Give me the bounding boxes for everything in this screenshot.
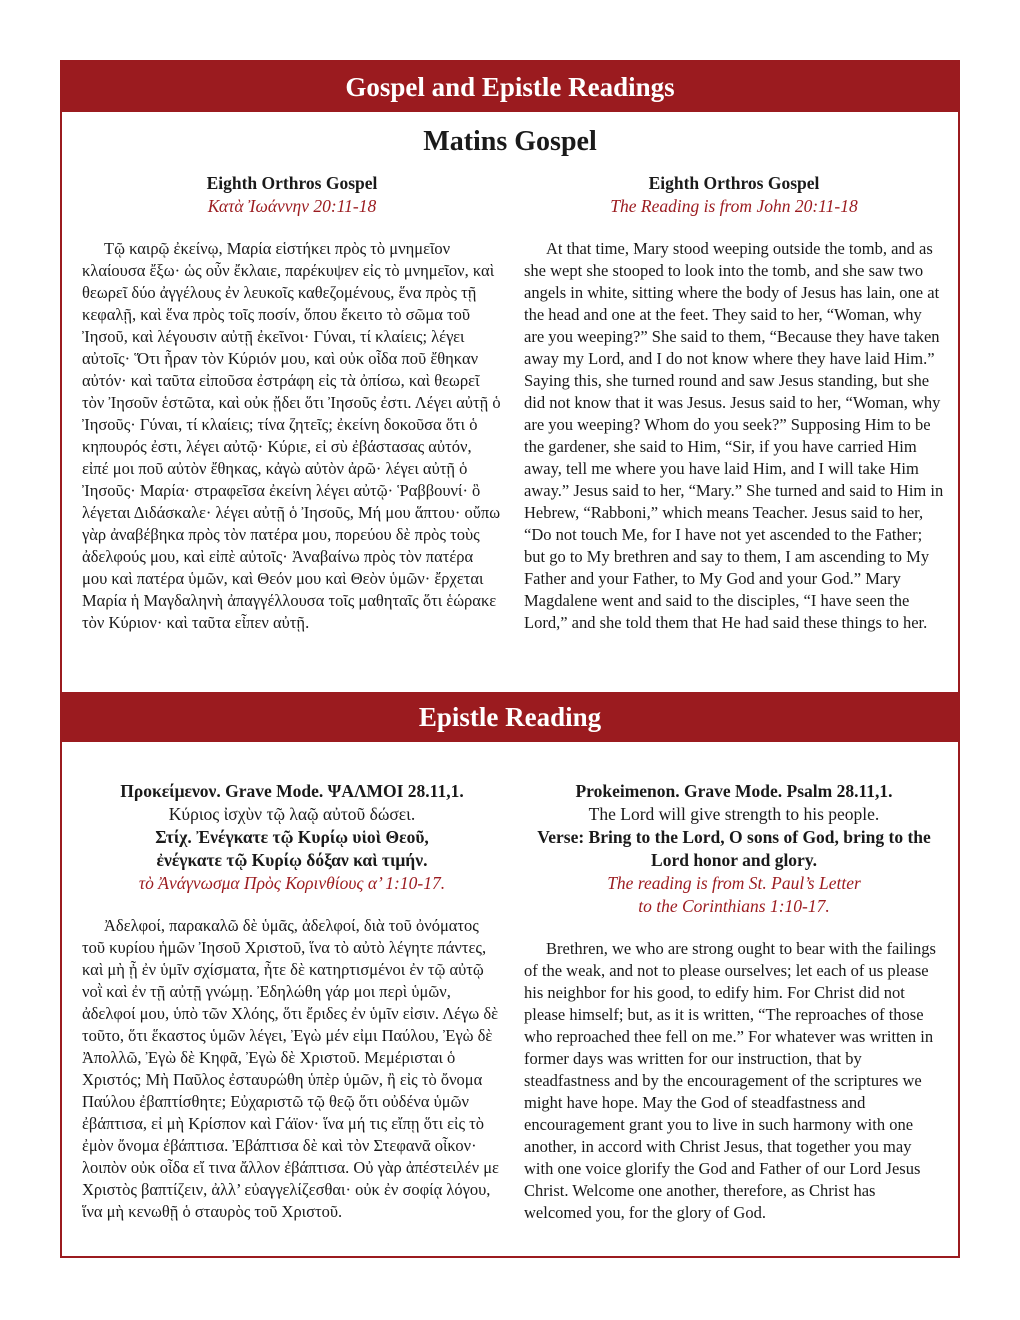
gospel-greek-title: Eighth Orthros Gospel <box>206 173 378 193</box>
epistle-greek-verse-2: ἐνέγκατε τῷ Κυρίῳ δόξαν καὶ τιμήν. <box>156 850 428 870</box>
gospel-greek-reference: Κατὰ Ἰωάννην 20:11-18 <box>207 196 377 216</box>
epistle-reading-header: Epistle Reading <box>62 692 958 742</box>
epistle-greek-column <box>82 780 502 1223</box>
gospel-english-title: Eighth Orthros Gospel <box>648 173 820 193</box>
epistle-greek-reference: τὸ Ἀνάγνωσμα Πρὸς Κορινθίους α’ 1:10-17. <box>138 873 446 893</box>
epistle-english-reference-2: to the Corinthians 1:10-17. <box>638 896 830 916</box>
epistle-english-column <box>524 780 944 1224</box>
epistle-english-line: The Lord will give strength to his people. <box>588 804 880 824</box>
matins-gospel-title: Matins Gospel <box>423 126 597 157</box>
gospel-english-text: At that time, Mary stood weeping outside the tomb, and as she wept she stooped to look into the tomb, and she saw two angels in white, sitting where the body of Jesus has lain, one at the head and one at the feet. They said to her, “Woman, why are you weeping?” She said to them, “Because they have taken away my Lord, and I do not know where they have laid Him.” Saying this, she turned round and saw Jesus standing, but she did not know that it was Jesus. Jesus said to her, “Woman, why are you weeping? Whom do you seek?” Supposing Him to be the gardener, she said to Him, “Sir, if you have carried Him away, tell me where you have laid Him, and I will take Him away.” Jesus said to her, “Mary.” She turned and said to Him in Hebrew, “Rabboni,” which means Teacher. Jesus said to her, “Do not touch Me, for I have not yet ascended to the Father; but go to My brethren and say to them, I am ascending to My Father and your Father, to My God and your God.” Mary Magdalene went and said to the disciples, “I have seen the Lord,” and she told them that He had said these things to her. <box>524 239 944 632</box>
gospel-english-reference: The Reading is from John 20:11-18 <box>610 196 858 216</box>
epistle-greek-verse-1: Στίχ. Ἐνέγκατε τῷ Κυρίῳ υἱοὶ Θεοῦ, <box>155 827 429 847</box>
epistle-english-verse: Verse: Bring to the Lord, O sons of God, bring to the Lord honor and glory. <box>537 827 931 870</box>
epistle-greek-line: Κύριος ἰσχὺν τῷ λαῷ αὐτοῦ δώσει. <box>168 804 416 824</box>
epistle-english-prokeimenon: Prokeimenon. Grave Mode. Psalm 28.11,1. <box>575 781 893 801</box>
epistle-english-reference-1: The reading is from St. Paul’s Letter <box>607 873 861 893</box>
gospel-greek-text: Τῷ καιρῷ ἐκείνῳ, Μαρία εἱστήκει πρὸς τὸ μνημεῖον κλαίουσα ἔξω· ὡς οὖν ἔκλαιε, παρέκυψεν εἰς τὸ μνημεῖον, καὶ θεωρεῖ δύο ἀγγέλους ἐν λευκοῖς καθεζομένους, ἕνα πρὸς τῇ κεφαλῇ, καὶ ἕνα πρὸς τοῖς ποσίν, ὅπου ἔκειτο τὸ σῶμα τοῦ Ἰησοῦ, καὶ λέγουσιν αὐτῇ ἐκεῖνοι· Γύναι, τί κλαίεις; λέγει αὐτοῖς· Ὅτι ἦραν τὸν Κύριόν μου, καὶ οὐκ οἶδα ποῦ ἔθηκαν αὐτόν· καὶ ταῦτα εἰποῦσα ἐστράφη εἰς τὰ ὀπίσω, καὶ θεωρεῖ τὸν Ἰησοῦν ἑστῶτα, καὶ οὐκ ᾔδει ὅτι Ἰησοῦς ἐστι. Λέγει αὐτῇ ὁ Ἰησοῦς· Γύναι, τί κλαίεις; τίνα ζητεῖς; ἐκείνη δοκοῦσα ὅτι ὁ κηπουρός ἐστι, λέγει αὐτῷ· Κύριε, εἰ σὺ ἐβάστασας αὐτόν, εἰπέ μοι ποῦ αὐτὸν ἔθηκας, κἀγὼ αὐτὸν ἀρῶ· λέγει αὐτῇ ὁ Ἰησοῦς· Μαρία· στραφεῖσα ἐκείνη λέγει αὐτῷ· Ῥαββουνί· ὃ λέγεται Διδάσκαλε· λέγει αὐτῇ ὁ Ἰησοῦς, Μή μου ἅπτου· οὔπω γὰρ ἀναβέβηκα πρὸς τὸν πατέρα μου, πορεύου δὲ πρὸς τοὺς ἀδελφούς μου, καὶ εἰπὲ αὐτοῖς· Ἀναβαίνω πρὸς τὸν πατέρα μου καὶ πατέρα ὑμῶν, καὶ Θεόν μου καὶ Θεὸν ὑμῶν· ἔρχεται Μαρία ἡ Μαγδαληνὴ ἀπαγγέλλουσα τοῖς μαθηταῖς ὅτι ἑώρακε τὸν Κύριον· καὶ ταῦτα εἶπεν αὐτῇ. <box>82 239 501 632</box>
gospel-greek-column <box>82 172 502 634</box>
readings-frame <box>60 60 960 1258</box>
epistle-greek-text: Ἀδελφοί, παρακαλῶ δὲ ὑμᾶς, ἀδελφοί, διὰ τοῦ ὀνόματος τοῦ κυρίου ἡμῶν Ἰησοῦ Χριστοῦ, ἵνα τὸ αὐτὸ λέγητε πάντες, καὶ μὴ ᾖ ἐν ὑμῖν σχίσματα, ἦτε δὲ κατηρτισμένοι ἐν τῷ αὐτῷ νοῒ καὶ ἐν τῇ αὐτῇ γνώμῃ. Ἐδηλώθη γάρ μοι περὶ ὑμῶν, ἀδελφοί μου, ὑπὸ τῶν Χλόης, ὅτι ἔριδες ἐν ὑμῖν εἰσιν. Λέγω δὲ τοῦτο, ὅτι ἕκαστος ὑμῶν λέγει, Ἐγὼ μέν εἰμι Παύλου, Ἐγὼ δὲ Ἀπολλῶ, Ἐγὼ δὲ Κηφᾶ, Ἐγὼ δὲ Χριστοῦ. Μεμέρισται ὁ Χριστός; Μὴ Παῦλος ἐσταυρώθη ὑπὲρ ὑμῶν, ἢ εἰς τὸ ὄνομα Παύλου ἐβαπτίσθητε; Εὐχαριστῶ τῷ θεῷ ὅτι οὐδένα ὑμῶν ἐβάπτισα, εἰ μὴ Κρίσπον καὶ Γάϊον· ἵνα μή τις εἴπῃ ὅτι εἰς τὸ ἐμὸν ὄνομα ἐβάπτισα. Ἐβάπτισα δὲ καὶ τὸν Στεφανᾶ οἶκον· λοιπὸν οὐκ οἶδα εἴ τινα ἄλλον ἐβάπτισα. Οὐ γὰρ ἀπέστειλέν με Χριστὸς βαπτίζειν, ἀλλ’ εὐαγγελίζεσθαι· οὐκ ἐν σοφίᾳ λόγου, ἵνα μὴ κενωθῇ ὁ σταυρὸς τοῦ Χριστοῦ. <box>82 916 499 1221</box>
epistle-greek-prokeimenon: Προκείμενον. Grave Mode. ΨΑΛΜΟΙ 28.11,1. <box>120 781 464 801</box>
gospel-english-column <box>524 172 944 634</box>
epistle-english-text: Brethren, we who are strong ought to bear with the failings of the weak, and not to please ourselves; let each of us please his neighbor for his good, to edify him. For Christ did not please himself; but, as it is written, “The reproaches of those who reproached thee fell on me.” For whatever was written in former days was written for our instruction, that by steadfastness and by the encouragement of the scriptures we might have hope. May the God of steadfastness and encouragement grant you to live in such harmony with one another, in accord with Christ Jesus, that together you may with one voice glorify the God and Father of our Lord Jesus Christ. Welcome one another, therefore, as Christ has welcomed you, for the glory of God. <box>524 939 936 1222</box>
gospel-epistle-header: Gospel and Epistle Readings <box>62 62 958 112</box>
